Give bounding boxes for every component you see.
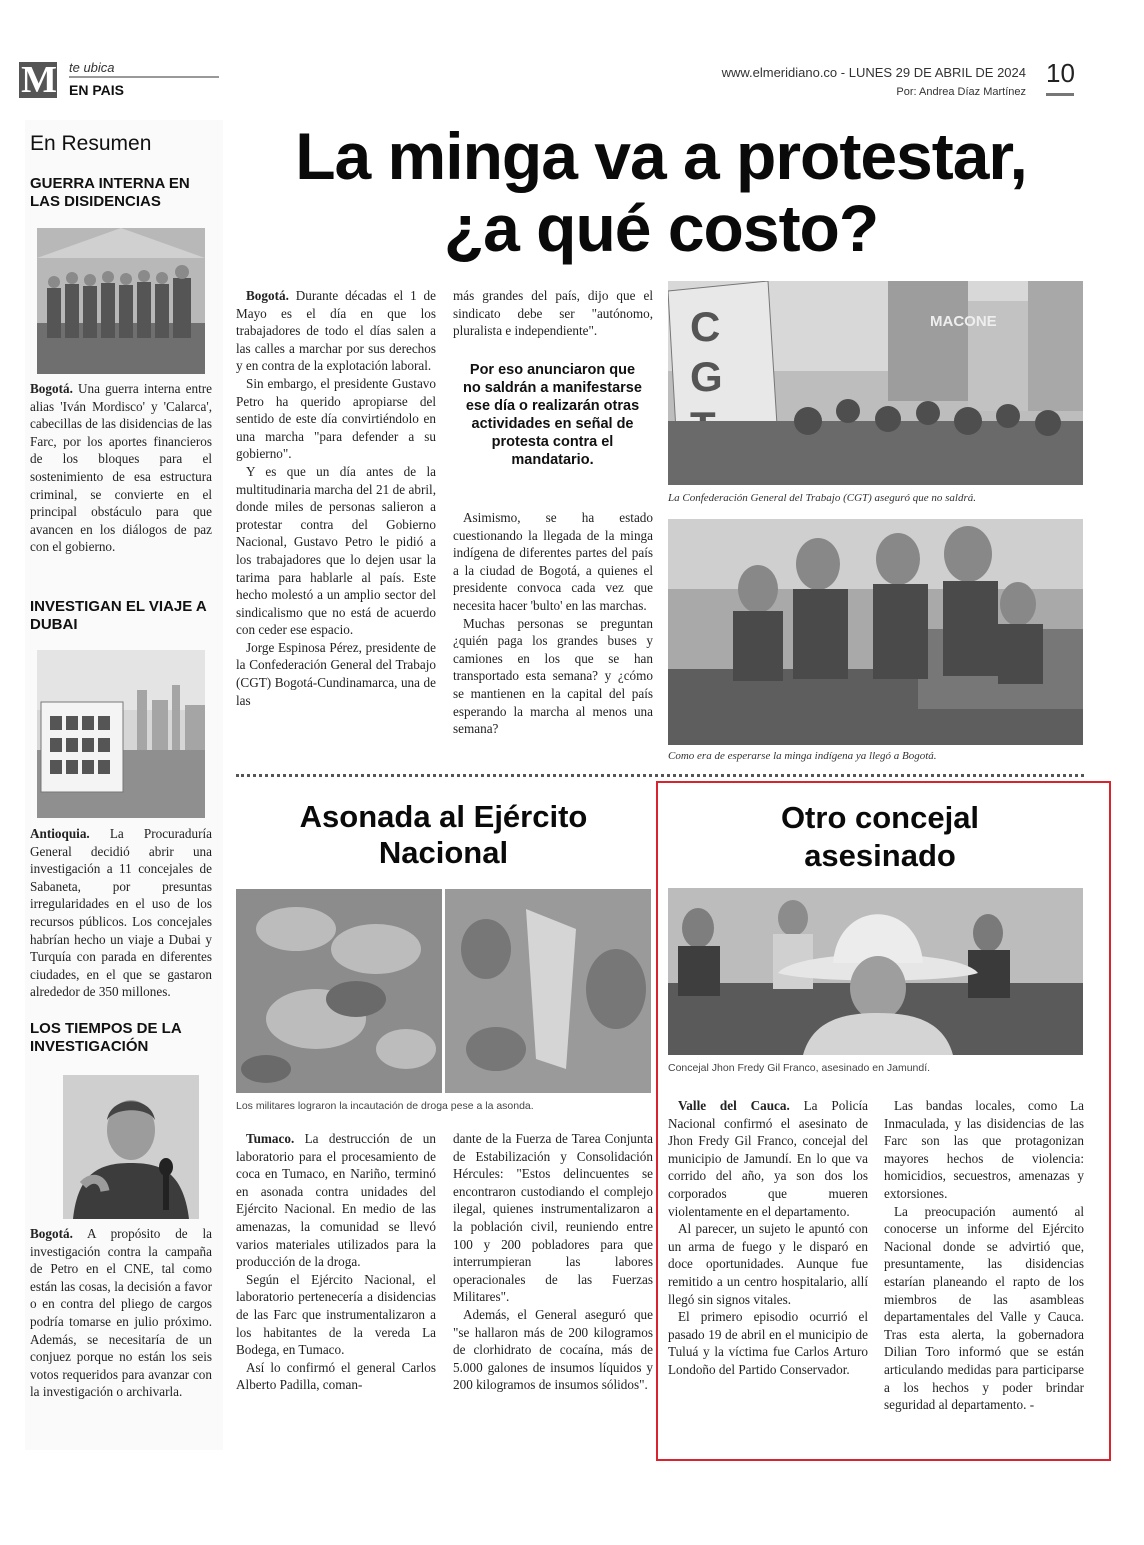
page-number: 10: [1046, 58, 1075, 88]
asonada-photo-caption: Los militares lograron la incautación de droga pese a la asonda.: [236, 1100, 534, 1112]
concejal-photo: [668, 888, 1083, 1055]
author-byline: Por: Andrea Díaz Martínez: [896, 86, 1026, 98]
sidebar-photo-dissidents: [37, 228, 205, 374]
logo: [19, 59, 57, 101]
logo-letter: M: [21, 59, 55, 101]
asonada-lead: Tumaco.: [246, 1131, 295, 1146]
concejal-column-2: [884, 1097, 1084, 1414]
sidebar-heading-1: GUERRA INTERNA EN LAS DISIDENCIAS: [30, 175, 190, 210]
main-photo-cgt-march: [668, 281, 1083, 485]
main-paragraph-1-text: Durante décadas el 1 de Mayo es el día en que los trabajadores de todo el días salen a las calles a marchar por sus derechos y en contra de la explotación laboral.: [236, 288, 436, 374]
concejal-headline-line-2: asesinado: [804, 838, 956, 873]
main-column-1: [236, 287, 436, 709]
asonada-photo: [236, 889, 651, 1093]
main-paragraph-1: [236, 287, 436, 375]
section-rule: [69, 76, 219, 78]
main-paragraph-7: Muchas personas se preguntan ¿quién paga los grandes buses y camiones en los que se han transportado esta semana? y ¿cómo se mantienen en la capital del país esperando la marcha al menos una semana?: [453, 615, 653, 737]
main-paragraph-4: Jorge Espinosa Pérez, presidente de la Confederación General del Trabajo (CGT) Bogotá-Cundinamarca, una de las: [236, 639, 436, 708]
main-headline: [236, 120, 1086, 264]
sidebar-text-2: [30, 825, 212, 1001]
concejal-headline: [660, 799, 1100, 875]
asonada-paragraph-2: Según el Ejército Nacional, el laboratorio pertenecería a disidencias de las Farc que instrumentalizaron a los habitantes de la vereda La Bodega, en Tumaco.: [236, 1271, 436, 1358]
asonada-headline-line-1: Asonada al Ejército: [299, 799, 588, 834]
site-date: www.elmeridiano.co - LUNES 29 DE ABRIL DE 2024: [721, 65, 1026, 80]
asonada-column-1: [236, 1130, 436, 1394]
main-column-2-bottom: [453, 509, 653, 738]
concejal-lead: Valle del Cauca.: [678, 1098, 790, 1113]
sidebar-heading-2: INVESTIGAN EL VIAJE A DUBAI: [30, 598, 207, 633]
asonada-paragraph-5: Además, el General aseguró que "se hallaron más de 200 kilogramos de clorhidrato de cocaína, más de 5.000 galones de insumos líquidos y 200 kilogramos de insumos sólidos".: [453, 1306, 653, 1393]
concejal-headline-line-1: Otro concejal: [780, 800, 980, 835]
sidebar-text-1: [30, 380, 212, 556]
svg-text:C: C: [690, 303, 721, 350]
sidebar-body-3: A propósito de la investigación contra la campaña de Petro en el CNE, tal como están las cosas, la decisión a favor o en contra del pliego de cargos podría tomarse en julio próximo. Además, se necesitaría de un conjuez porque no están los seis votos requeridos para avanzar con la investigación o archivarla.: [30, 1226, 212, 1400]
sidebar-title: En Resumen: [30, 132, 152, 155]
concejal-column-1: [668, 1097, 868, 1379]
main-paragraph-5: más grandes del país, dijo que el sindicato debe ser "autónomo, pluralista e independiente".: [453, 288, 653, 339]
main-photo-cgt-caption: La Confederación General del Trabajo (CGT) aseguró que no saldrá.: [668, 492, 976, 504]
concejal-paragraph-1-text: La Policía Nacional confirmó el asesinato de Jhon Fredy Gil Franco, concejal del municipio de Jamundí. En lo que va corrido del año, ya son dos los corporados que mueren violentamente en el departamento.: [668, 1098, 868, 1219]
sidebar-text-3: [30, 1225, 212, 1401]
asonada-headline-line-2: Nacional: [378, 835, 509, 870]
main-headline-line-2: ¿a qué costo?: [443, 191, 879, 265]
svg-text:MACONE: MACONE: [930, 313, 997, 330]
asonada-column-2: [453, 1130, 653, 1394]
main-lead: Bogotá.: [246, 288, 289, 303]
main-column-2-top: [453, 287, 653, 340]
concejal-paragraph-2: Al parecer, un sujeto le apuntó con un arma de fuego y le disparó en doce oportunidades. Aunque fue remitido a un centro hospitalario, allí llegó sin signos vitales.: [668, 1221, 868, 1307]
concejal-paragraph-4: Las bandas locales, como La Inmaculada, y las disidencias de las Farc son las que protagonizan mayores hechos de violencia: homicidios, secuestros, amenazas y extorsiones.: [884, 1098, 1084, 1201]
sidebar-lead-3: Bogotá.: [30, 1226, 73, 1241]
svg-text:G: G: [690, 353, 723, 400]
concejal-paragraph-3: El primero episodio ocurrió el pasado 19 de abril en el municipio de Tuluá y la víctima fue Carlos Arturo Londoño del Partido Conservador.: [668, 1309, 868, 1377]
asonada-paragraph-3: Así lo confirmó el general Carlos Alberto Padilla, coman-: [236, 1359, 436, 1393]
sidebar-heading-3: LOS TIEMPOS DE LA INVESTIGACIÓN: [30, 1020, 182, 1055]
sidebar-photo-petro: [63, 1075, 199, 1219]
page-number-underline: [1046, 93, 1074, 96]
sidebar-body-2: La Procuraduría General decidió abrir una investigación a 11 concejales de Sabaneta, por presuntas irregularidades en el uso de los recursos públicos. Los concejales habrían hecho un viaje a Dubai y Turquía con parada en diferentes ciudades, en el que se gastaron alrededor de 350 millones.: [30, 826, 212, 1000]
sidebar-lead-2: Antioquia.: [30, 826, 90, 841]
sidebar-lead-1: Bogotá.: [30, 381, 73, 396]
main-paragraph-3: Y es que un día antes de la multitudinaria marcha del 21 de abril, donde miles de personas salieron a protestar contra del Gobierno Nacional, Gustavo Petro le pidió a los trabajadores que lo dejen usar la tarima para hablarle al país. Este hecho molestó a un amplio sector del sindicalismo que no está de acuerdo con ceder ese espacio.: [236, 463, 436, 638]
concejal-paragraph-5: La preocupación aumentó al conocerse un informe del Ejército Nacional donde se advirtió que, presuntamente, las disidencias estarían planeando el rapto de los miembros de las asambleas departamentales del Valle y Cauca. Tras esta alerta, la gobernadora Dilian Toro informó que se están articulando medidas para participarse a los hechos y poder brindar seguridad al departamento. -: [884, 1203, 1084, 1413]
concejal-paragraph-1: [668, 1097, 868, 1220]
section-name: EN PAIS: [69, 82, 124, 98]
main-paragraph-6: Asimismo, se ha estado cuestionando la llegada de la minga indígena de diferentes partes del país a la ciudad de Bogotá, a quienes el presidente convoca cada vez que necesita hacer 'bulto' en las marchas.: [453, 510, 653, 613]
main-headline-line-1: La minga va a protestar,: [295, 119, 1027, 193]
main-paragraph-2: Sin embargo, el presidente Gustavo Petro ha querido apropiarse del sentido de este día convirtiéndolo en una marcha "para defender a su gobierno".: [236, 375, 436, 462]
asonada-paragraph-1-text: La destrucción de un laboratorio para el procesamiento de coca en Tumaco, en Nariño, terminó en asonada contra unidades del Ejército Nacional. En medio de las amenazas, la comunidad se llevó varios materiales utilizados para la producción de la droga.: [236, 1131, 436, 1270]
sidebar-body-1: Una guerra interna entre alias 'Iván Mordisco' y 'Calarca', cabecillas de las disidencias de las Farc, por los aportes financieros de los bloques para el sostenimiento de esa estructura criminal, se convierte en el principal obstáculo para que avancen en los diálogos de paz con el gobierno.: [30, 381, 212, 555]
section-divider: [236, 774, 1084, 777]
asonada-paragraph-1: [236, 1130, 436, 1271]
section-tagline: te ubica: [69, 60, 115, 75]
main-pullquote: Por eso anunciaron que no saldrán a manifestarse ese día o realizarán otras actividades en señal de protesta contra el mandatario.: [463, 362, 642, 468]
sidebar-photo-dubai: [37, 650, 205, 818]
concejal-photo-caption: Concejal Jhon Fredy Gil Franco, asesinado en Jamundí.: [668, 1062, 931, 1074]
main-photo-minga-caption: Como era de esperarse la minga indígena ya llegó a Bogotá.: [668, 750, 937, 762]
asonada-paragraph-4: dante de la Fuerza de Tarea Conjunta de Estabilización y Consolidación Hércules: "Estos delincuentes se encontraron custodiando el complejo ilegal, quienes instrumentalizaron a la población civil, reuniendo entre 100 y 200 pobladores para que interrumpieran las labores operacionales de las Fuerzas Militares".: [453, 1131, 653, 1305]
asonada-headline: [236, 799, 651, 871]
main-photo-minga: [668, 519, 1083, 745]
